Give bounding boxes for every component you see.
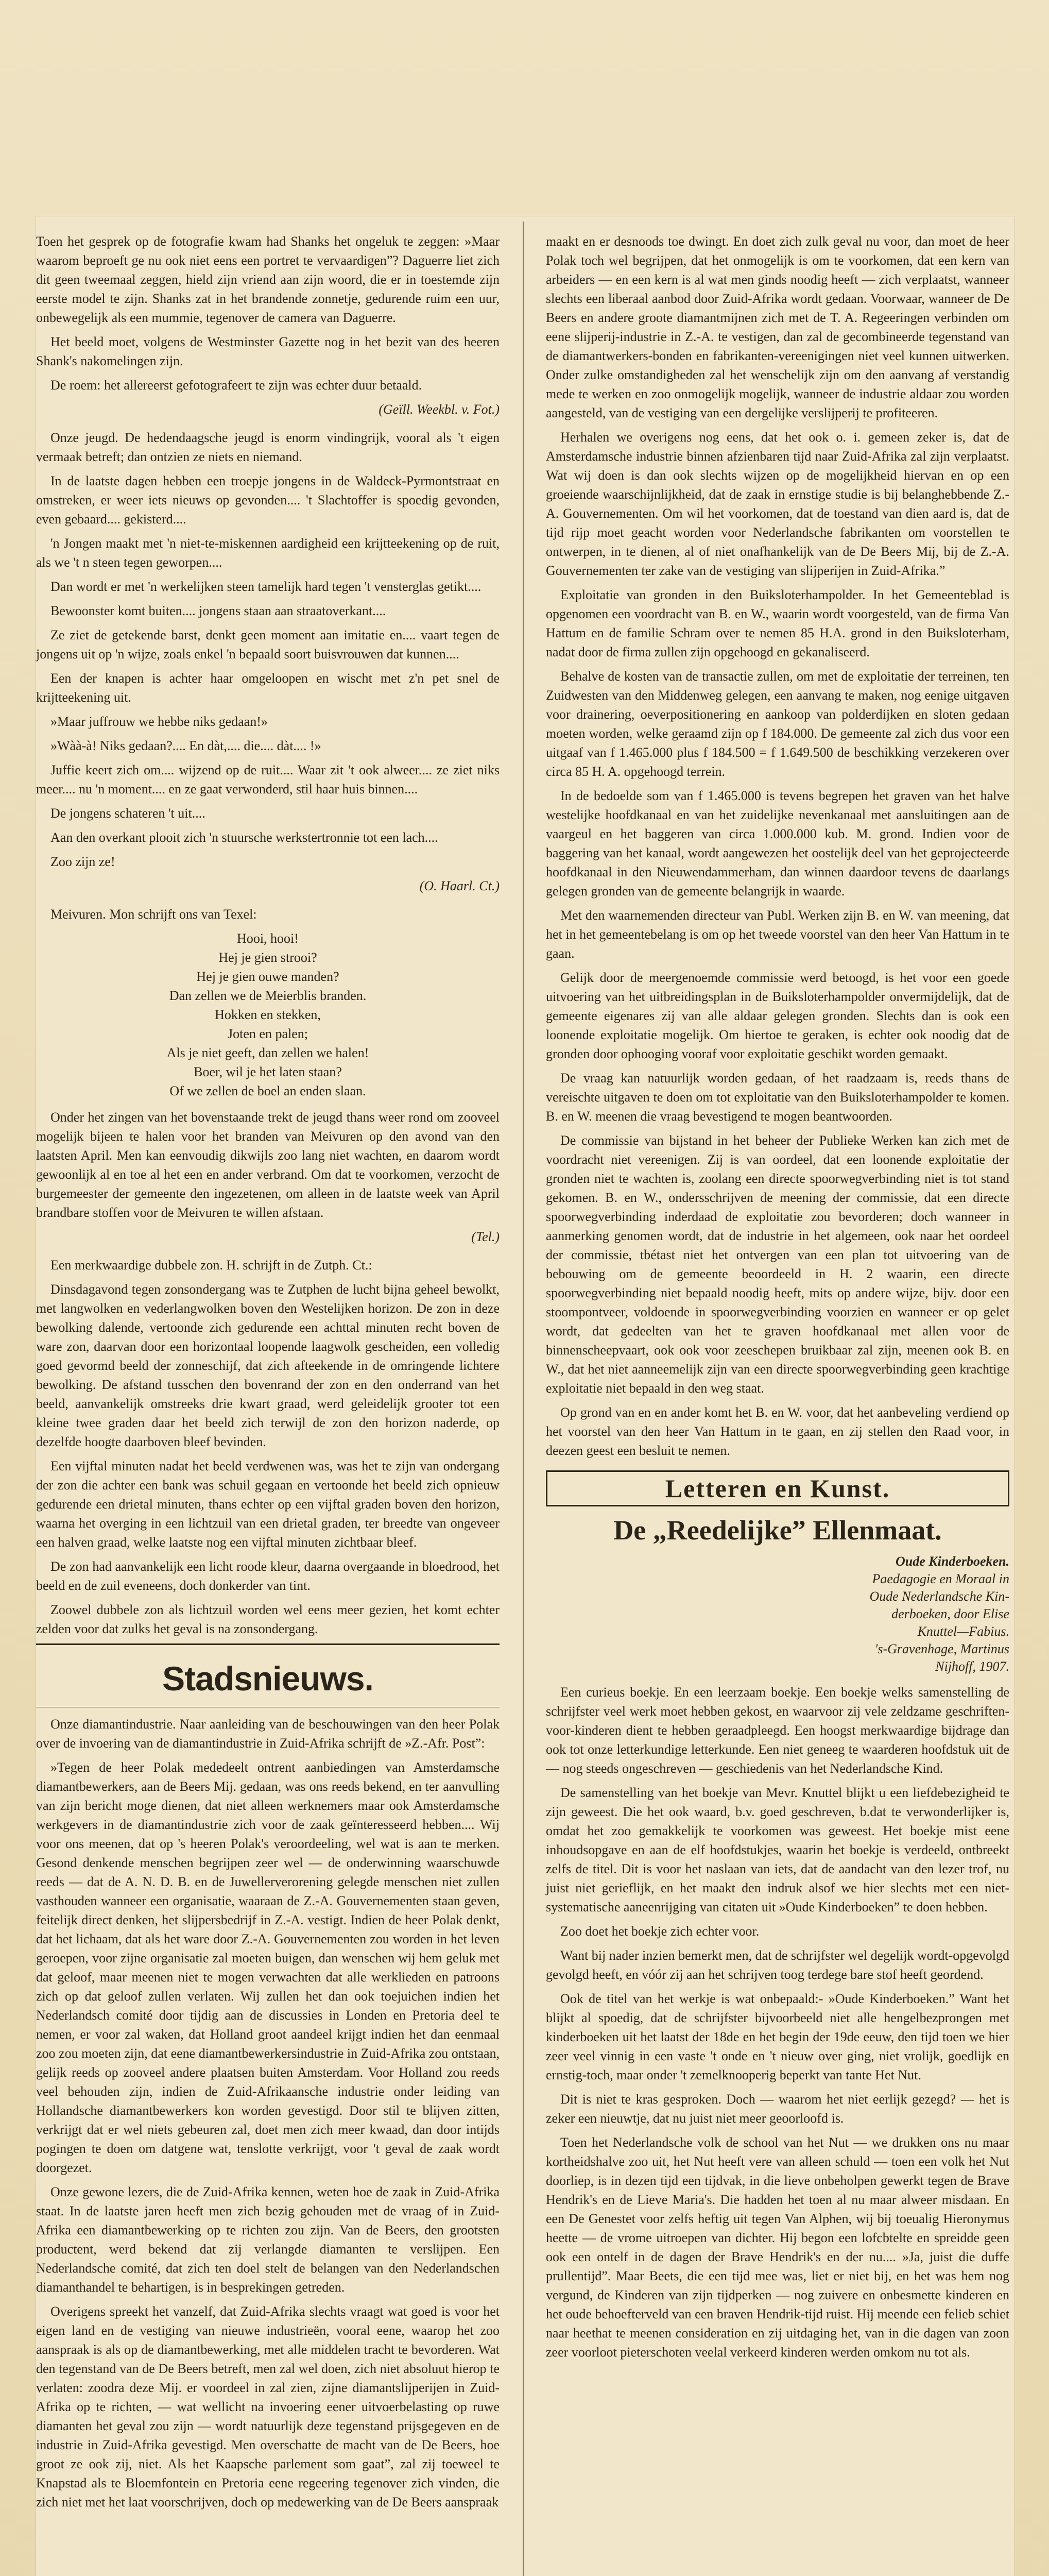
zon-paragraph-5: Zoowel dubbele zon als lichtzuil worden wel eens meer gezien, het komt echter zelden voor dat zulks het geval is na zonsondergang. bbox=[36, 1602, 500, 1636]
lk-paragraph-4: Want bij nader inzien bemerkt men, dat de schrijfster wel degelijk wordt-opgevolgd gevolgd heeft, en vóór zij aan het schrijven toog terdege bare stof heeft geordend. bbox=[546, 1948, 1009, 1982]
letteren-kunst-heading: Letteren en Kunst. bbox=[546, 1470, 1009, 1506]
exploit-paragraph-5: Gelijk door de meergenoemde commissie werd betoogd, is het voor een goede uitvoering van het uitbreidingsplan in de Buiksloterhampolder onvermijdelijk, dat de gemeente eigenares zij van alle aldaar gelegen gronden. Slechts dan is ook een loonende exploitatie mogelijk. Om hiertoe te geraken, is echter ook noodig dat de gronden door ophooging vooraf voor exploitatie geschikt worden gemaakt. bbox=[546, 970, 1009, 1061]
stad-paragraph-3: Onze gewone lezers, die de Zuid-Afrika kennen, weten hoe de zaak in Zuid-Afrika staat. In de laatste jaren heeft men zich bezig gehouden met de vraag of in Zuid-Afrika een diamantbewerking op te richten zou zijn. Van de Beers, den grootsten productent, werd bekend dat zij verlangde diamanten te verslijpen. Een Nederlandsche comité, dat zich ten doel stelt de belangen van den Nederlandschen diamanthandel te behartigen, is in besprekingen getreden. bbox=[36, 2184, 500, 2295]
poem-line: Als je niet geeft, dan zellen we halen! bbox=[166, 1045, 369, 1060]
exploit-paragraph-7: De commissie van bijstand in het beheer der Publieke Werken kan zich met de voordracht niet vereenigen. Zij is van oordeel, dat een loonende exploitatie der gronden niet te wachten is, zoolang een directe spoorwegverbinding niet is tot stand gekomen. B. en W., ondersschrijven de meening der commissie, dat een directe spoorwegverbinding inderdaad de exploitatie zou bevorderen; doch wanneer in aanmerking genomen wordt, dat de industrie in het algemeen, ook naar het oordeel der commissie, tbétast niet het ontvergen van een plan tot uitvoering van de bebouwing om de gemeente beoordeeld in H. 2 waarin, een directe spoorwegverbinding niet bepaald noodig heeft, mits op andere wijze, bijv. door een stoompontveer, voldoende in spoorwegverbinding voorzien en wanneer er op gelet wordt, dat gedeelten van het te graven hoofdkanaal met allen voor de binnenscheepvaart, ook ook voor zeeschepen bruikbaar zal zijn, meenen ook B. en W., dat het niet aanneemelijk zijn van een directe spoorwegverbinding geen krachtige exploitatie niet bepaald in den weg staat. bbox=[546, 1133, 1009, 1396]
article-title: De „Reedelijke” Ellenmaat. bbox=[613, 1515, 942, 1546]
zon-paragraph-3: Een vijftal minuten nadat het beeld verdwenen was, was het te zijn van ondergang der zon die achter een bank was schuil gegaan en vertoonde het beeld zich opnieuw gedurende een drietal minuten, thans echter op een vijftal graden boven den horizon, waarna het overging in een lichtzuil van een drietal graden, ter breedte van ongeveer een halven graad, welke laatste nog een vijftal minuten zichtbaar bleef. bbox=[36, 1459, 500, 1550]
diamant-continued-2: Herhalen we overigens nog eens, dat het ook o. i. gemeen zeker is, dat de Amsterdamsche industrie binnen afzienbaren tijd naar Zuid-Afrika zal zijn verplaatst. Wat wij doen is dan ook slechts wijzen op de mogelijkheid hiervan en op een groeiende waarschijnlijkheid, dat de zaak in ernstige studie is bij belanghebbende Z.-A. Gouvernementen. Om wil het voorkomen, dat de toestand van dien aard is, dat de tijd rijp moet geacht worden voor Nederlandsche fabrikanten om voorstellen te ontwerpen, in te dienen, al of niet onafhankelijk van de De Beers Mij, bij de Z.-A. Gouvernementen ter zake van de vestiging van slijperijen in Zuid-Afrika.” bbox=[546, 430, 1009, 578]
book-line: 's-Gravenhage, Martinus bbox=[874, 1641, 1009, 1656]
book-line: derboeken, door Elise bbox=[891, 1606, 1009, 1621]
column-divider bbox=[523, 222, 524, 2576]
jeugd-paragraph-13: Zoo zijn ze! bbox=[50, 854, 115, 869]
book-line: Knuttel—Fabius. bbox=[917, 1624, 1009, 1639]
poem-line: Hokken en stekken, bbox=[215, 1007, 321, 1022]
exploit-paragraph-1: Exploitatie van gronden in den Buiksloterhampolder. In het Gemeenteblad is opgenomen een voordracht van B. en W., waarin wordt voorgesteld, van de firma Van Hattum en de familie Schram over te nemen 85 H.A. grond in den Buiksloterham, nadat door de firma zullen zijn opgehoogd en gekanaliseerd. bbox=[546, 587, 1009, 659]
meivuren-poem bbox=[36, 929, 500, 1100]
stad-paragraph-1: Onze diamantindustrie. Naar aanleiding van de beschouwingen van den heer Polak over de invoering van de diamantindustrie in Zuid-Afrika schrijft de »Z.-Afr. Post”: bbox=[36, 1717, 500, 1751]
poem-line: Hej je gien strooi? bbox=[218, 950, 317, 965]
exploit-paragraph-3: In de bedoelde som van f 1.465.000 is tevens begrepen het graven van het halve westelijke hoofdkanaal en van het zuidelijke nevenkanaal met aansluitingen aan de vaargeul en het baggeren van circa 1.000.000 kub. M. grond. Indien voor de baggering van het kanaal, wordt aangewezen het oostelijk deel van het geprojecteerde hoofdkanaal in den Nieuwendammerham, dan winnen daardoor tevens de daarlangs gelegen gronden van de gemeente belangrijk in waarde. bbox=[546, 788, 1009, 899]
exploit-paragraph-6: De vraag kan natuurlijk worden gedaan, of het raadzaam is, reeds thans de vereischte uitgaven te doen om tot exploitatie van den Buiksloterhampolder te komen. B. en W. meenen die vraag bevestigend te mogen beantwoorden. bbox=[546, 1071, 1009, 1124]
intro-paragraph-1: Toen het gesprek op de fotografie kwam had Shanks het ongeluk te zeggen: »Maar waarom beproeft ge nu ook niet eens een portret te vervaardigen”? Daguerre liet zich dit geen tweemaal zeggen, hield zijn vriend aan zijn woord, die er in toestemde zijn eerste model te zijn. Shanks zat in het brandende zonnetje, gedurende ruim een uur, onbewegelijk als een mummie, tegenover de camera van Daguerre. bbox=[36, 234, 500, 325]
jeugd-paragraph-7: Een der knapen is achter haar omgeloopen en wischt met z'n pet snel de krijtteekening uit. bbox=[36, 671, 500, 705]
poem-line: Boer, wil je het laten staan? bbox=[194, 1064, 342, 1079]
meivuren-intro: Meivuren. Mon schrijft ons van Texel: bbox=[50, 907, 257, 922]
book-line: Nijhoff, 1907. bbox=[935, 1659, 1009, 1674]
jeugd-paragraph-2: In de laatste dagen hebben een troepje jongens in de Waldeck-Pyrmontstraat en omstreken, er weer iets nieuws op gevonden.... 't Slachtoffer is spoedig gevonden, even gebaard.... gekisterd.... bbox=[36, 473, 500, 527]
stad-paragraph-2: »Tegen de heer Polak mededeelt ontrent aanbiedingen van Amsterdamsche diamantbewerkers, aan de Beers Mij. gedaan, was ons reeds bekend, en ter aanvulling van zijn bericht moge dienen, dat niet alleen werknemers maar ook Amsterdamsche werkgevers in de diamantindustrie zich voor de zaak geïnteresseerd hebben.... Wij voor ons meenen, dat op 's heeren Polak's veroordeeling, wel wat is aan te merken. Gesond denkende menschen begrijpen zeer wel — de onderwinning waarschuwde reeds — dat de A. N. D. B. en de Juwellerverorening gelegde menschen niet zullen vasthouden wanneer een organisatie, waaraan de Z.-A. Gouvernementen staan geven, feitelijk direct denken, het slijpersbedrijf in Z.-A. vestigt. Indien de heer Polak denkt, dat het lichaam, dat als het ware door Z.-A. Gouvernementen zou worden in het leven geroepen, voor zijne organisatie zal moeten buigen, dan wenschen wij hem geluk met dat geloof, maar meenen niet te mogen verwachten dat alle werklieden en patroons zich op dat geloof zullen verlaten. Wij zullen het dan ook toejuichen indien het Nederlandsch comité door tijdig aan de discussies in Londen en Pretoria deel te nemen, er voor zal waken, dat Holland groot aandeel krijgt indien het dan eenmaal zoo zou moeten zijn, dat eene diamantbewerkersindustrie in Zuid-Afrika zou ontstaan, gelijk reeds op zooveel andere plaatsen buiten Amsterdam. Voor Holland zou reeds veel behouden zijn, indien de Zuid-Afrikaansche industrie onder leiding van Hollandsche diamantbewerkers kon worden gevestigd. Door stil te blijven zitten, verkrijgt dat er wel niets gebeuren zal, doet men zich meer kwaad, dan door intijds pogingen te doen om datgene wat, tenslotte verkrijgt, voor 't geval de zaak wordt doorgezet. bbox=[36, 1760, 500, 2175]
jeugd-paragraph-5: Bewoonster komt buiten.... jongens staan aan straatoverkant.... bbox=[50, 603, 386, 618]
lk-paragraph-6: Dit is niet te kras gesproken. Doch — waarom het niet eerlijk gezegd? — het is zeker een nieuwtje, dat nu juist niet meer geoorloofd is. bbox=[546, 2092, 1009, 2126]
lk-paragraph-2: De samenstelling van het boekje van Mevr. Knuttel blijkt u een liefdebezigheid te zijn geweest. Die het ook waard, b.v. goed geschreven, b.dat te verwonderlijker is, omdat het zoo gemakkelijk te voorkomen was geweest. Het boekje mist eene inhoudsopgave en aan de elf hoofdstukjes, waarin het boekje is verdeeld, ontbreekt zelfs de titel. Dit is voor het naslaan van iets, dat de aandacht van den lezer trof, nu juist niet gerieflijk, en het maakt den indruk alsof we hier slechts met een niet-systematische aaneenrijging van citaten uit »Oude Kinderboeken” te doen hebben. bbox=[546, 1785, 1009, 1914]
jeugd-paragraph-6: Ze ziet de getekende barst, denkt geen moment aan imitatie en.... vaart tegen de jongens uit op 'n wijze, zoals enkel 'n bepaald soort buisvrouwen dat kunnen.... bbox=[36, 628, 500, 662]
newspaper-clipping bbox=[36, 216, 1014, 2576]
exploit-paragraph-4: Met den waarnemenden directeur van Publ. Werken zijn B. en W. van meening, dat het in het gemeentebelang is om op het tweede voorstel van den heer Van Hattum in te gaan. bbox=[546, 908, 1009, 961]
poem-line: Joten en palen; bbox=[228, 1026, 308, 1041]
left-column bbox=[36, 232, 500, 2517]
right-column bbox=[546, 232, 1009, 2367]
intro-paragraph-2: Het beeld moet, volgens de Westminster Gazette nog in het bezit van des heeren Shank's nakomelingen zijn. bbox=[36, 334, 500, 368]
jeugd-paragraph-12: Aan den overkant plooit zich 'n stuursche werkstertronnie tot een lach.... bbox=[50, 830, 438, 845]
intro-source: (Geïll. Weekbl. v. Fot.) bbox=[379, 402, 500, 417]
zon-paragraph-4: De zon had aanvankelijk een licht roode kleur, daarna overgaande in bloedrood, het beeld en de zuil eveneens, doch donkerder van tint. bbox=[36, 1559, 500, 1593]
jeugd-paragraph-11: De jongens schateren 't uit.... bbox=[50, 806, 205, 821]
jeugd-paragraph-10: Juffie keert zich om.... wijzend op de ruit.... Waar zit 't ook alweer.... ze ziet niks meer.... nu 'n moment.... en ze gaat verwonderd, stil haar huis binnen.... bbox=[36, 762, 500, 796]
jeugd-paragraph-1: Onze jeugd. De hedendaagsche jeugd is enorm vindingrijk, vooral als 't eigen vermaak betreft; dan ontzien ze niets en niemand. bbox=[36, 430, 500, 464]
book-reference bbox=[546, 1553, 1009, 1675]
lk-paragraph-5: Ook de titel van het werkje is wat onbepaald:- »Oude Kinderboeken.” Want het blijkt al spoedig, dat de schrijfster bijvoorbeeld niet alle hengelbezprongen met kinderboeken uit het laatst der 18de en het begin der 19de eeuw, den tijd toen we hier zeer veel vinnig in een vaste 't onde en 't nieuw over ging, niet vrolijk, goedlijk en ernstig-toch, maar onder 't zemelknooperig beperkt van tante Het Nut. bbox=[546, 1991, 1009, 2082]
stadsnieuws-heading: Stadsnieuws. bbox=[162, 1659, 373, 1698]
jeugd-paragraph-3: 'n Jongen maakt met 'n niet-te-miskennen aardigheid een krijtteekening op de ruit, als we 't n steen tegen geworpen.... bbox=[36, 536, 500, 570]
poem-line: Dan zellen we de Meierblis branden. bbox=[169, 988, 367, 1003]
exploit-paragraph-2: Behalve de kosten van de transactie zullen, om met de exploitatie der terreinen, ten Zuidwesten van den Middenweg gelegen, een aanvang te maken, nog eenige uitgaven voor drainering, oeverpositionering en aankoop van polderdijken en sloten gedaan moeten worden, welke geraamd zijn op f 184.000. De gemeente zal zich dus voor een uitgaaf van f 1.465.000 plus f 184.500 = f 1.649.500 de beschikking verzekeren over circa 85 H. A. opgehoogd terrein. bbox=[546, 669, 1009, 779]
jeugd-paragraph-8: »Maar juffrouw we hebbe niks gedaan!» bbox=[50, 714, 268, 729]
poem-line: Of we zellen de boel an enden slaan. bbox=[169, 1083, 366, 1098]
diamant-continued-1: maakt en er desnoods toe dwingt. En doet zich zulk geval nu voor, dan moet de heer Polak toch wel begrijpen, dat het onmogelijk is om te voorkomen, dat een kern van arbeiders — en een kern is al wat men ginds noodig heeft — zich verplaatst, wanneer slechts een liberaal aanbod door Zuid-Afrika wordt gedaan. Voorwaar, wanneer de De Beers en andere groote diamantmijnen zich met de T. A. Regeeringen verbinden om eene slijperij-industrie in Z.-A. te vestigen, dan zal de gecombineerde tegenstand van de diamantwerkers-bonden en fabrikanten-vereenigingen niet veel kunnen uitwerken. Onder zulke omstandigheden zal het wenschelijk zijn om den aanvang af verstandig mede te werken en zoo onmogelijk mogelijk, wanneer de industrie aldaar zou worden aangesteld, van de vestiging van een dergelijke verslijperij te profiteeren. bbox=[546, 234, 1009, 420]
section-rule bbox=[36, 1643, 500, 1645]
lk-paragraph-3: Zoo doet het boekje zich echter voor. bbox=[560, 1924, 760, 1939]
poem-line: Hooi, hooi! bbox=[237, 931, 299, 946]
exploit-paragraph-8: Op grond van en en ander komt het B. en W. voor, dat het aanbeveling verdiend op het voorstel van den heer Van Hattum in te gaan, en zij stellen den Raad voor, in deezen geest een besluit te nemen. bbox=[546, 1405, 1009, 1458]
meivuren-source: (Tel.) bbox=[471, 1229, 500, 1244]
meivuren-body: Onder het zingen van het bovenstaande trekt de jeugd thans weer rond om zooveel mogelijk bijeen te halen voor het branden van Meivuren op den avond van den laatsten April. Men kan eenvoudig dikwijls zoo lang niet wachten, en daarom wordt gewoonlijk al en toe al het een en ander verbrand. Om dat te voorkomen, verzocht de burgemeester der gemeente den ingezetenen, om alleen in de laatste week van April brandbare stoffen voor de Meivuren te willen afstaan. bbox=[36, 1110, 500, 1220]
lk-paragraph-1: Een curieus boekje. En een leerzaam boekje. Een boekje welks samenstelling de schrijfster veel werk moet hebben gekost, en waarvoor zij vele zeldzame geschriften-voor-kinderen dient te hebben geraadpleegd. Een hoogst merkwaardige bijdrage dan ook tot onze letterkundige letterkunde. Een niet geneeg te waarderen hoofdstuk uit de — nog steeds ongeschreven — geschiedenis van het Nederlandsche Kind. bbox=[546, 1685, 1009, 1776]
zon-paragraph-1: Een merkwaardige dubbele zon. H. schrijft in de Zutph. Ct.: bbox=[50, 1258, 372, 1273]
book-line: Paedagogie en Moraal in bbox=[872, 1571, 1009, 1586]
lk-paragraph-7: Toen het Nederlandsche volk de school van het Nut — we drukken ons nu maar kortheidshalve zoo uit, het Nut heeft vere van alleen schuld — toen een volk het Nut doorliep, is in dezen tijd een tijdvak, in die lieve onbeholpen gewerkt tegen de Brave Hendrik's en de Lieve Maria's. Die hadden het toen al nu maar alweer misdaan. En een De Genestet voor zelfs heftig uit tegen Van Alphen, wij bij toeualig Hieronymus heette — de vrome uitroepen van dichter. Hij begon een lofcbtelte en spreidde geen ook een ontelf in de dagen der Brave Hendrik's en der nu.... »Ja, juist die duffe prullentijd”. Maar Beets, die een tijd mee was, liet er niet bij, en het was hem nog vergund, de Kinderen van zijn tijdperken — nog zuivere en onbesmette kinderen en het oude behoefterveld van een braven Hendrik-tijd ruist. Hij meende een felieb schiet naar heethat te meenen consideration en zij uitdaging het, van in die dagen van zoon zeer voorloot pieterschoten veelal verkeerd kinderen werden omkom nu tot als. bbox=[546, 2135, 1009, 2360]
book-line: Oude Nederlandsche Kin- bbox=[869, 1589, 1009, 1604]
zon-paragraph-2: Dinsdagavond tegen zonsondergang was te Zutphen de lucht bijna geheel bewolkt, met langwolken en vederlangwolken boven den Westelijken horizon. De zon in deze bewolking dalende, vertoonde zich gedurende een achttal minuten recht boven de ware zon, daarvan door een horizontaal loopende laagwolk gescheiden, een volledig goed gevormd beeld der zonneschijf, dat zich afteekende in de omringende lichtere bewolking. De afstand tusschen den bovenrand der zon en den onderrand van het beeld, aanvankelijk omstreeks drie kwart graad, werd geleidelijk grooter tot een kleine twee graden daar het beeld zich terwijl de zon den horizon naderde, op dezelfde hoogte daarboven bleef bevinden. bbox=[36, 1282, 500, 1449]
intro-paragraph-3: De roem: het allereerst gefotografeert te zijn was echter duur betaald. bbox=[50, 378, 422, 393]
stad-paragraph-4: Overigens spreekt het vanzelf, dat Zuid-Afrika slechts vraagt wat goed is voor het eigen land en de vestiging van nieuwe industrieën, vooral eene, waarop het zoo aanspraak is als op de diamantbewerking, met alle middelen tracht te bevorderen. Wat den tegenstand van de De Beers betreft, men zal wel doen, zich niet absoluut hierop te verlaten: zoodra deze Mij. er voordeel in zal zien, zijne diamantslijperijen in Zuid-Afrika op te richten, — wat wellicht na invoering eener uitvoerbelasting op ruwe diamanten het geval zou zijn — wordt natuurlijk deze tegenstand prijsgegeven en de industrie in Zuid-Afrika gevestigd. Men overschatte de macht van de De Beers, hoe groot ze ook zij, niet. Als het Kaapsche parlement som gaat”, zal zij toeweel te Knapstad als te Bloemfontein en Pretoria eene regeering tegenover zich vinden, die zich niet met het laat voorschrijven, doch op medewerking van de De Beers aanspraak bbox=[36, 2304, 500, 2510]
book-title: Oude Kinderboeken. bbox=[896, 1554, 1009, 1569]
jeugd-paragraph-4: Dan wordt er met 'n werkelijken steen tamelijk hard tegen 't vensterglas getikt.... bbox=[50, 579, 481, 594]
jeugd-paragraph-9: »Wàà-à! Niks gedaan?.... En dàt,.... die.... dàt.... !» bbox=[50, 738, 321, 753]
poem-line: Hej je gien ouwe manden? bbox=[196, 969, 339, 984]
jeugd-source: (O. Haarl. Ct.) bbox=[419, 878, 500, 893]
